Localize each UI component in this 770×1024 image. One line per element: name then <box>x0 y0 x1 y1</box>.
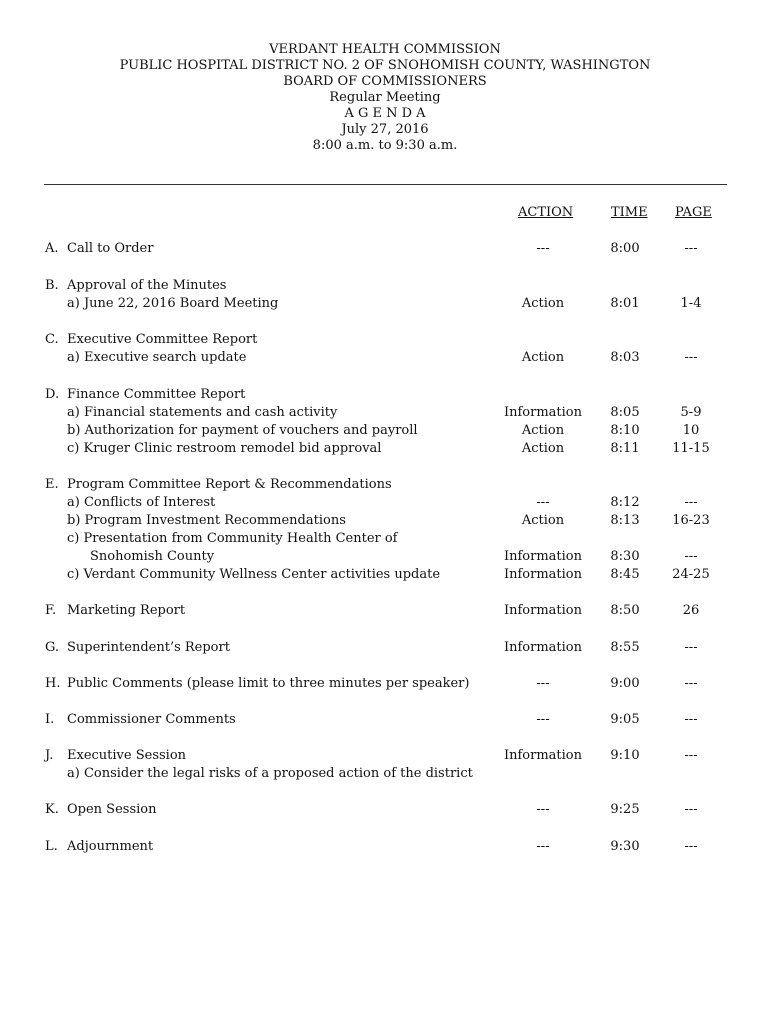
agenda-item-action: --- <box>536 802 550 817</box>
agenda-item-time: 8:45 <box>610 567 640 582</box>
commission-name: VERDANT HEALTH COMMISSION <box>269 42 501 57</box>
agenda-item-time: 8:13 <box>610 513 640 528</box>
agenda-row <box>0 675 770 693</box>
agenda-item-time: 8:00 <box>610 241 640 256</box>
column-header-action: ACTION <box>518 205 574 220</box>
agenda-item-action: Information <box>503 640 583 655</box>
agenda-item-letter: D. <box>45 387 60 402</box>
agenda-item-time: 8:11 <box>610 441 640 456</box>
agenda-item-letter: H. <box>45 676 61 691</box>
agenda-row <box>0 349 770 367</box>
agenda-item-label: c) Presentation from Community Health Center of <box>67 531 398 546</box>
agenda-row <box>0 838 770 856</box>
agenda-row <box>0 404 770 422</box>
agenda-item-label: c) Kruger Clinic restroom remodel bid approval <box>67 441 382 456</box>
column-header-time: TIME <box>611 205 648 220</box>
agenda-item-action: --- <box>536 839 550 854</box>
agenda-item-time: 8:10 <box>610 423 640 438</box>
agenda-item-label: a) Consider the legal risks of a proposed action of the district <box>67 766 473 781</box>
agenda-item-label: Program Committee Report & Recommendations <box>67 477 392 492</box>
agenda-row <box>0 440 770 458</box>
agenda-item-page: --- <box>684 676 698 691</box>
document-title: A G E N D A <box>344 106 426 121</box>
agenda-row <box>0 295 770 313</box>
agenda-item-label: Snohomish County <box>90 549 215 564</box>
agenda-item-time: 8:05 <box>610 405 640 420</box>
agenda-item-page: 16-23 <box>672 513 710 528</box>
agenda-item-letter: F. <box>45 603 57 618</box>
agenda-item-page: 5-9 <box>680 405 702 420</box>
agenda-item-action: Action <box>521 423 565 438</box>
agenda-item-page: --- <box>684 549 698 564</box>
agenda-row <box>0 331 770 349</box>
agenda-item-action: --- <box>536 676 550 691</box>
agenda-item-time: 9:00 <box>610 676 640 691</box>
agenda-item-label: Executive Committee Report <box>67 332 258 347</box>
agenda-item-action: Information <box>503 567 583 582</box>
agenda-item-time: 8:03 <box>610 350 640 365</box>
agenda-row <box>0 494 770 512</box>
agenda-item-page: --- <box>684 350 698 365</box>
agenda-row <box>0 422 770 440</box>
agenda-row <box>0 801 770 819</box>
agenda-item-label: Finance Committee Report <box>67 387 246 402</box>
agenda-row <box>0 386 770 404</box>
board-name: BOARD OF COMMISSIONERS <box>283 74 487 89</box>
agenda-item-time: 9:25 <box>610 802 640 817</box>
agenda-item-label: Public Comments (please limit to three minutes per speaker) <box>67 676 470 691</box>
agenda-item-label: b) Program Investment Recommendations <box>67 513 346 528</box>
agenda-item-time: 8:55 <box>610 640 640 655</box>
agenda-item-time: 9:30 <box>610 839 640 854</box>
agenda-row <box>0 530 770 548</box>
agenda-item-label: Executive Session <box>67 748 187 763</box>
agenda-item-letter: E. <box>45 477 59 492</box>
agenda-item-label: c) Verdant Community Wellness Center activities update <box>67 567 441 582</box>
agenda-row <box>0 240 770 258</box>
agenda-item-action: Action <box>521 350 565 365</box>
agenda-row <box>0 277 770 295</box>
agenda-item-page: 10 <box>682 423 700 438</box>
agenda-item-label: Call to Order <box>67 241 154 256</box>
agenda-item-time: 9:05 <box>610 712 640 727</box>
meeting-hours: 8:00 a.m. to 9:30 a.m. <box>312 138 458 153</box>
agenda-row <box>0 602 770 620</box>
agenda-row <box>0 639 770 657</box>
agenda-item-label: Approval of the Minutes <box>67 278 227 293</box>
agenda-item-label: Superintendent’s Report <box>67 640 230 655</box>
agenda-item-letter: J. <box>45 748 54 763</box>
agenda-row <box>0 476 770 494</box>
agenda-item-label: Adjournment <box>67 839 154 854</box>
agenda-item-page: --- <box>684 241 698 256</box>
district-name: PUBLIC HOSPITAL DISTRICT NO. 2 OF SNOHOMISH COUNTY, WASHINGTON <box>119 58 651 73</box>
agenda-item-label: b) Authorization for payment of vouchers and payroll <box>67 423 418 438</box>
agenda-row <box>0 747 770 765</box>
agenda-item-label: a) Financial statements and cash activity <box>67 405 338 420</box>
agenda-item-page: 11-15 <box>672 441 710 456</box>
agenda-item-action: --- <box>536 495 550 510</box>
agenda-row <box>0 548 770 566</box>
agenda-item-time: 9:10 <box>610 748 640 763</box>
agenda-item-action: Information <box>503 603 583 618</box>
agenda-item-action: Action <box>521 513 565 528</box>
agenda-item-page: 26 <box>682 603 700 618</box>
agenda-item-label: a) Conflicts of Interest <box>67 495 216 510</box>
agenda-item-time: 8:30 <box>610 549 640 564</box>
agenda-item-page: --- <box>684 802 698 817</box>
agenda-item-time: 8:01 <box>610 296 640 311</box>
agenda-item-action: --- <box>536 712 550 727</box>
agenda-item-letter: K. <box>45 802 59 817</box>
header-divider <box>44 184 727 185</box>
agenda-item-label: Open Session <box>67 802 157 817</box>
column-header-page: PAGE <box>675 205 712 220</box>
meeting-date: July 27, 2016 <box>341 122 429 137</box>
agenda-item-letter: B. <box>45 278 59 293</box>
agenda-item-page: 24-25 <box>672 567 710 582</box>
agenda-item-label: a) Executive search update <box>67 350 247 365</box>
agenda-item-action: Action <box>521 441 565 456</box>
agenda-item-action: Information <box>503 549 583 564</box>
agenda-item-action: Action <box>521 296 565 311</box>
agenda-item-time: 8:50 <box>610 603 640 618</box>
agenda-row <box>0 566 770 584</box>
agenda-item-label: a) June 22, 2016 Board Meeting <box>67 296 279 311</box>
agenda-row <box>0 765 770 783</box>
agenda-item-label: Commissioner Comments <box>67 712 236 727</box>
agenda-row <box>0 512 770 530</box>
agenda-item-letter: G. <box>45 640 60 655</box>
agenda-item-letter: A. <box>45 241 59 256</box>
agenda-item-label: Marketing Report <box>67 603 186 618</box>
agenda-item-page: --- <box>684 495 698 510</box>
agenda-item-page: --- <box>684 640 698 655</box>
agenda-item-page: --- <box>684 748 698 763</box>
agenda-item-action: --- <box>536 241 550 256</box>
agenda-item-page: 1-4 <box>680 296 702 311</box>
agenda-item-letter: C. <box>45 332 59 347</box>
agenda-item-action: Information <box>503 748 583 763</box>
agenda-item-page: --- <box>684 839 698 854</box>
agenda-item-letter: L. <box>45 839 58 854</box>
meeting-type: Regular Meeting <box>329 90 441 105</box>
agenda-item-letter: I. <box>45 712 55 727</box>
agenda-item-action: Information <box>503 405 583 420</box>
document-header <box>0 42 770 154</box>
agenda-row <box>0 711 770 729</box>
agenda-item-page: --- <box>684 712 698 727</box>
agenda-item-time: 8:12 <box>610 495 640 510</box>
